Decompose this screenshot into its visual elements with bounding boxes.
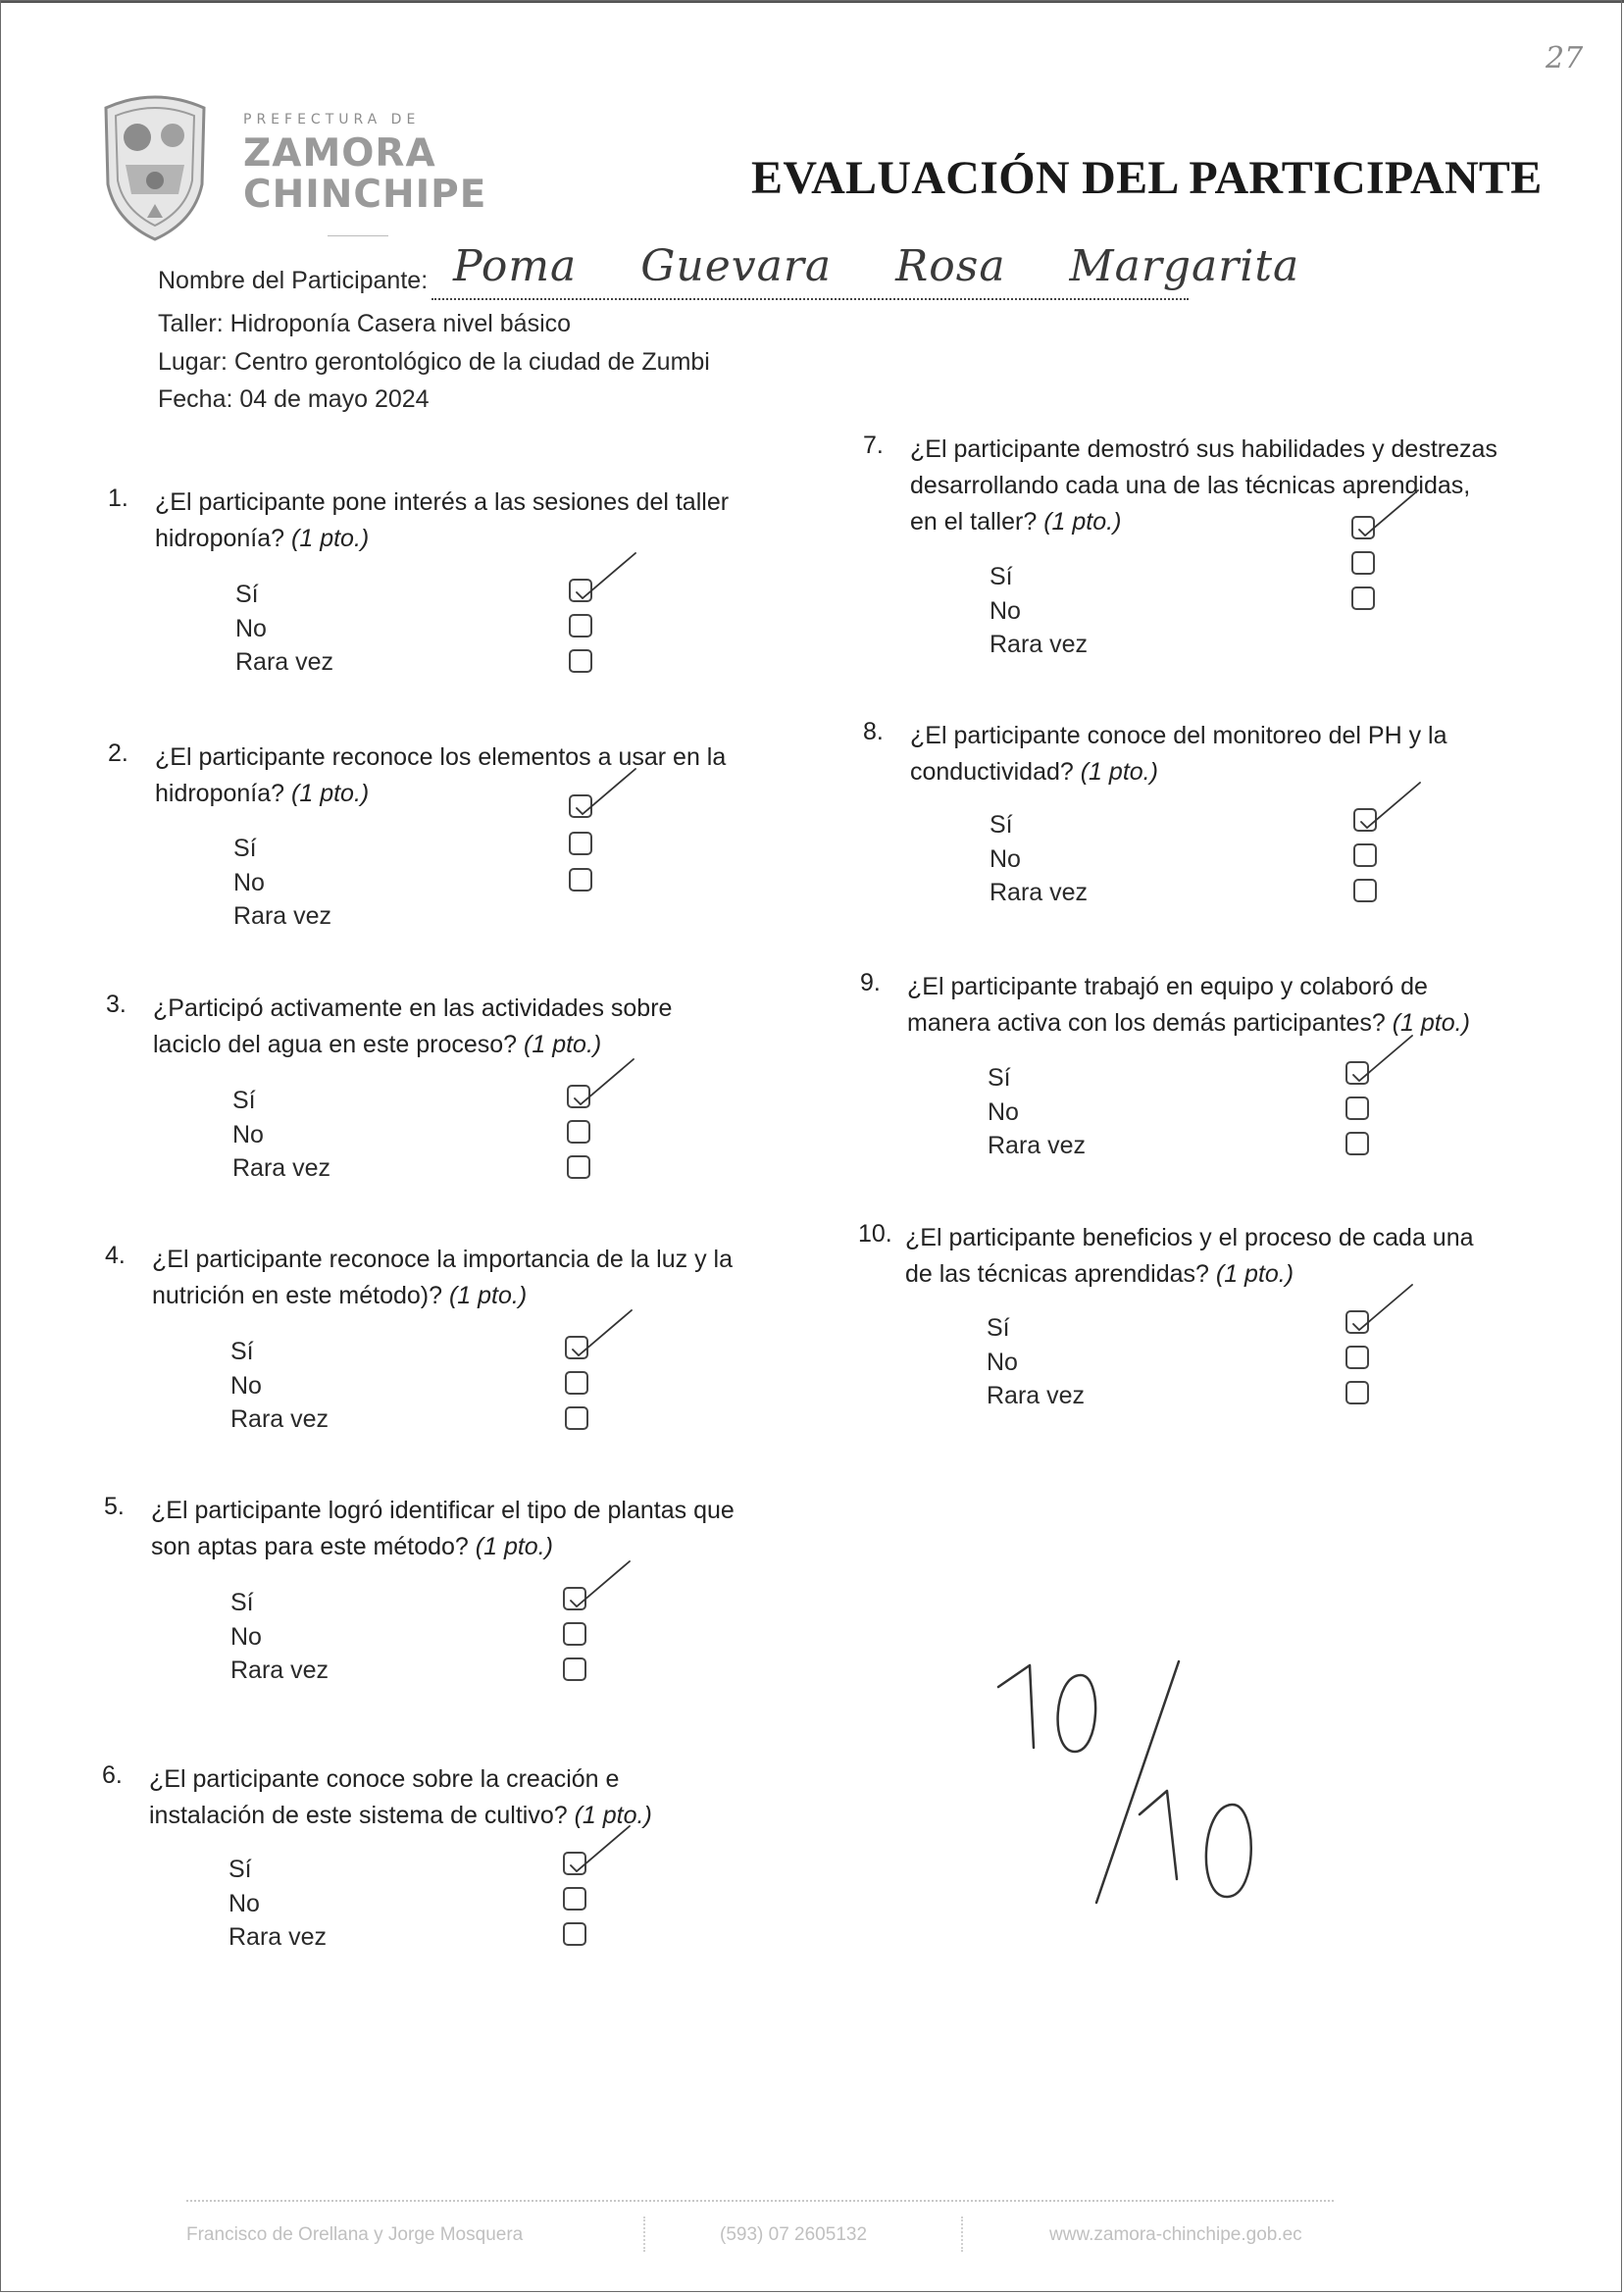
checkmark-icon	[571, 765, 639, 814]
participant-name-handwritten: Poma Guevara Rosa Margarita	[453, 241, 1300, 291]
checkbox-no[interactable]	[1345, 1096, 1369, 1120]
checkmark-icon	[1347, 1032, 1416, 1081]
option-label: Sí	[990, 563, 1013, 590]
question-body: ¿El participante trabajó en equipo y colaboró de manera activa con los demás participantes?	[907, 973, 1428, 1037]
question-text	[149, 1761, 737, 1834]
question-text	[155, 739, 743, 812]
question-text	[151, 1493, 739, 1565]
checkbox-no[interactable]	[567, 1120, 590, 1144]
question-points: (1 pto.)	[1215, 1260, 1294, 1288]
question-points: (1 pto.)	[1392, 1009, 1470, 1037]
checkbox-rara-vez[interactable]	[1345, 1132, 1369, 1155]
question-body: ¿El participante demostró sus habilidades y destrezas desarrollando cada una de las técnicas aprendidas, en el taller?	[910, 435, 1497, 535]
checkbox-no[interactable]	[1345, 1346, 1369, 1369]
option-label: Rara vez	[233, 902, 332, 930]
option-label: Rara vez	[230, 1657, 330, 1684]
question-number: 9.	[860, 969, 881, 996]
checkmark-icon	[565, 1557, 634, 1606]
logo-subtitle: PREFECTURA DE	[243, 112, 421, 127]
checkbox-no[interactable]	[563, 1887, 586, 1911]
question-body: ¿El participante reconoce la importancia de la luz y la nutrición en este método)?	[152, 1246, 733, 1309]
question-number: 4.	[105, 1242, 126, 1269]
question-text	[155, 484, 743, 557]
question-points: (1 pto.)	[475, 1533, 553, 1560]
participant-name-line	[431, 298, 1189, 300]
checkbox-no[interactable]	[565, 1371, 588, 1395]
option-label: No	[988, 1098, 1019, 1126]
option-label: No	[990, 597, 1021, 625]
option-label: Rara vez	[228, 1923, 328, 1951]
footer-phone: (593) 07 2605132	[720, 2224, 868, 2245]
checkbox-no[interactable]	[569, 832, 592, 855]
option-label: Sí	[232, 1087, 256, 1114]
question-points: (1 pto.)	[291, 780, 370, 807]
question-number: 1.	[108, 484, 128, 512]
logo-chinchipe: CHINCHIPE	[243, 173, 487, 217]
question-number: 2.	[108, 739, 128, 767]
checkbox-rara-vez[interactable]	[563, 1657, 586, 1681]
checkmark-icon	[569, 1055, 637, 1104]
page-number: 27	[1546, 41, 1584, 76]
footer-separator	[961, 2217, 965, 2252]
option-label: Sí	[988, 1064, 1011, 1092]
option-label: No	[228, 1890, 260, 1917]
question-points: (1 pto.)	[291, 525, 370, 552]
checkmark-icon	[1347, 1281, 1416, 1330]
option-label: Rara vez	[235, 648, 334, 676]
question-body: ¿El participante reconoce los elementos a usar en la hidroponía?	[155, 743, 727, 807]
checkmark-icon	[565, 1822, 634, 1871]
participant-name-label: Nombre del Participante:	[158, 267, 429, 294]
question-body: ¿El participante conoce del monitoreo del PH y la conductividad?	[910, 722, 1447, 786]
question-number: 7.	[863, 432, 884, 459]
question-number: 3.	[106, 991, 127, 1018]
document-title: EVALUACIÓN DEL PARTICIPANTE	[751, 152, 1543, 204]
checkbox-rara-vez[interactable]	[569, 649, 592, 673]
question-body: ¿El participante logró identificar el tipo de plantas que son aptas para este método?	[151, 1497, 735, 1560]
question-number: 5.	[104, 1493, 125, 1520]
score-handwritten	[990, 1657, 1285, 1932]
option-label: Rara vez	[990, 631, 1089, 658]
date-field: Fecha: 04 de mayo 2024	[158, 385, 430, 413]
question-points: (1 pto.)	[448, 1282, 528, 1309]
checkbox-rara-vez[interactable]	[1351, 586, 1375, 610]
option-label: Sí	[228, 1856, 252, 1883]
checkbox-no[interactable]	[563, 1622, 586, 1646]
question-text	[907, 969, 1496, 1042]
checkbox-no[interactable]	[1353, 843, 1377, 867]
question-number: 8.	[863, 718, 884, 745]
option-label: Rara vez	[230, 1405, 330, 1433]
checkmark-icon	[1355, 779, 1424, 828]
checkbox-rara-vez[interactable]	[565, 1406, 588, 1430]
question-points: (1 pto.)	[524, 1031, 602, 1058]
option-label: No	[233, 869, 265, 896]
option-label: No	[230, 1372, 262, 1400]
checkbox-no[interactable]	[569, 614, 592, 637]
footer-separator	[643, 2217, 647, 2252]
option-label: Rara vez	[990, 879, 1089, 906]
question-points: (1 pto.)	[1043, 508, 1122, 535]
footer-website[interactable]: www.zamora-chinchipe.gob.ec	[1049, 2224, 1302, 2245]
logo-zamora: ZAMORA	[243, 131, 436, 176]
workshop-field: Taller: Hidroponía Casera nivel básico	[158, 310, 572, 337]
question-text	[152, 1242, 740, 1314]
question-points: (1 pto.)	[574, 1802, 652, 1829]
checkmark-icon	[567, 1306, 635, 1355]
checkbox-rara-vez[interactable]	[1345, 1381, 1369, 1404]
location-field: Lugar: Centro gerontológico de la ciudad de Zumbi	[158, 348, 710, 376]
option-label: Rara vez	[987, 1382, 1086, 1409]
logo-divider	[328, 235, 388, 236]
option-label: Sí	[987, 1314, 1010, 1342]
question-body: ¿El participante pone interés a las sesiones del taller hidroponía?	[155, 488, 730, 552]
checkbox-rara-vez[interactable]	[563, 1922, 586, 1946]
option-label: No	[230, 1623, 262, 1651]
score-text: 10/10	[990, 1657, 993, 1658]
question-body: ¿El participante conoce sobre la creación e instalación de este sistema de cultivo?	[149, 1765, 620, 1829]
checkbox-rara-vez[interactable]	[1353, 879, 1377, 902]
checkbox-rara-vez[interactable]	[567, 1155, 590, 1179]
option-label: Sí	[233, 835, 257, 862]
checkbox-no[interactable]	[1351, 551, 1375, 575]
question-number: 10.	[858, 1220, 892, 1248]
option-label: No	[232, 1121, 264, 1148]
option-label: Sí	[235, 581, 259, 608]
option-label: No	[235, 615, 267, 642]
option-label: Rara vez	[988, 1132, 1087, 1159]
checkmark-icon	[1353, 486, 1422, 535]
question-body: ¿El participante beneficios y el proceso de cada una de las técnicas aprendidas?	[905, 1224, 1474, 1288]
option-label: Sí	[230, 1589, 254, 1616]
option-label: Sí	[990, 811, 1013, 839]
checkbox-rara-vez[interactable]	[569, 868, 592, 892]
question-text	[153, 991, 741, 1063]
question-points: (1 pto.)	[1080, 758, 1158, 786]
footer-divider	[186, 2200, 1334, 2202]
shield-emblem-icon	[96, 86, 214, 243]
question-number: 6.	[102, 1761, 123, 1789]
option-label: Sí	[230, 1338, 254, 1365]
question-body: ¿Participó activamente en las actividades sobre laciclo del agua en este proceso?	[153, 994, 673, 1058]
checkmark-icon	[571, 549, 639, 598]
option-label: No	[987, 1349, 1018, 1376]
option-label: No	[990, 845, 1021, 873]
prefectura-logo	[96, 86, 508, 243]
option-label: Rara vez	[232, 1154, 331, 1182]
footer-address: Francisco de Orellana y Jorge Mosquera	[186, 2224, 524, 2245]
